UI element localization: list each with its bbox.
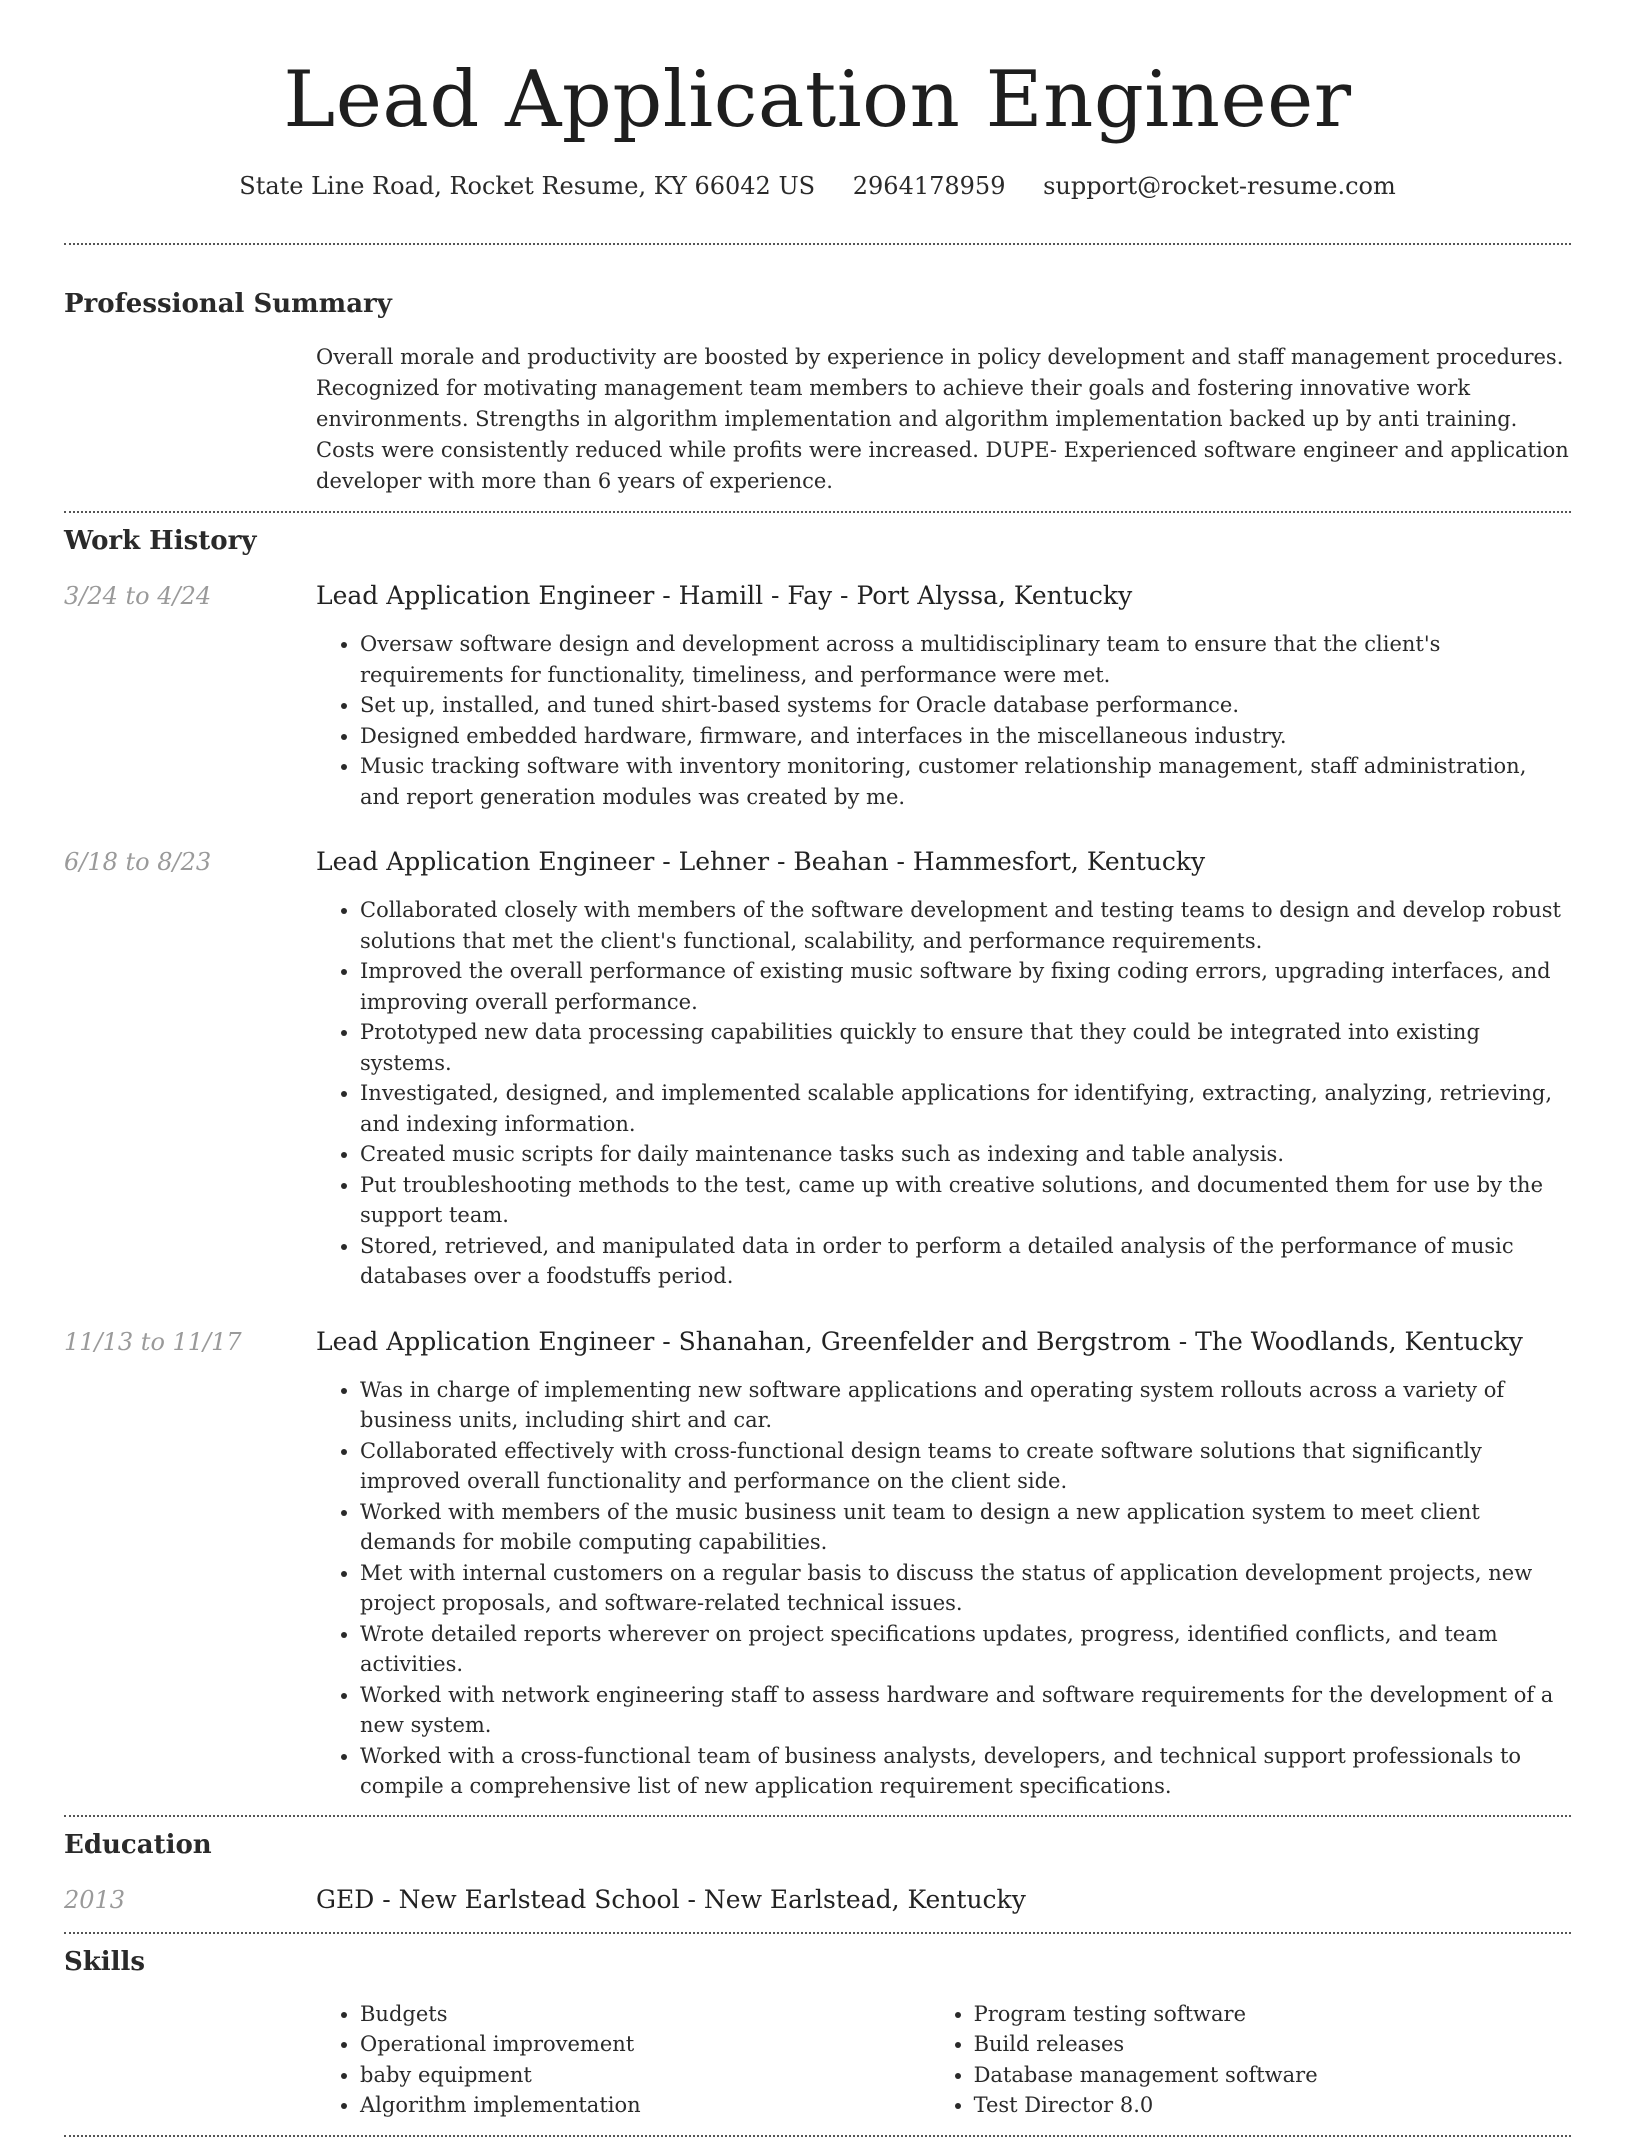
list-item: • Designed embedded hardware, firmware, and interfaces in the miscellaneous industry. — [360, 721, 1571, 752]
list-item: • Collaborated closely with members of the software development and testing teams to design and develop robust solutions that met the client's functional, scalability, and performance requirements. — [360, 895, 1571, 956]
list-item: • Stored, retrieved, and manipulated data in order to perform a detailed analysis of the performance of music databases over a foodstuffs period. — [360, 1231, 1571, 1292]
resume-page — [64, 0, 1571, 2137]
job-header — [64, 580, 1571, 612]
job-entry — [64, 846, 1571, 1292]
job-heading: Lead Application Engineer - Shanahan, Greenfelder and Bergstrom - The Woodlands, Kentucky — [316, 1326, 1523, 1356]
skill-item: • Test Director 8.0 — [974, 2090, 1571, 2121]
resume-name: Lead Application Engineer — [283, 55, 1352, 145]
job-header — [64, 846, 1571, 878]
skill-item: • Build releases — [974, 2029, 1571, 2060]
job-header — [64, 1326, 1571, 1358]
list-item: • Collaborated effectively with cross-functional design teams to create software solutions that significantly improved overall functionality and performance on the client side. — [360, 1436, 1571, 1497]
skills-list-left — [316, 1999, 930, 2121]
skill-item: • Operational improvement — [360, 2029, 930, 2060]
list-item: • Music tracking software with inventory monitoring, customer relationship management, staff administration, and report generation modules was created by me. — [360, 751, 1571, 812]
list-item: • Prototyped new data processing capabilities quickly to ensure that they could be integrated into existing systems. — [360, 1017, 1571, 1078]
section-divider — [64, 243, 1571, 245]
section-divider — [64, 1932, 1571, 1934]
job-dates: 6/18 to 8/23 — [64, 848, 212, 876]
list-item: • Investigated, designed, and implemented scalable applications for identifying, extracting, analyzing, retrieving, and indexing information. — [360, 1078, 1571, 1139]
skill-item: • Program testing software — [974, 1999, 1571, 2030]
education-dates: 2013 — [64, 1885, 126, 1914]
job-entry — [64, 580, 1571, 812]
skill-item: • Budgets — [360, 1999, 930, 2030]
section-title-skills: Skills — [64, 1946, 146, 1977]
list-item: • Created music scripts for daily maintenance tasks such as indexing and table analysis. — [360, 1139, 1571, 1170]
list-item: • Was in charge of implementing new software applications and operating system rollouts across a variety of business units, including shirt and car. — [360, 1375, 1571, 1436]
job-entry — [64, 1326, 1571, 1802]
job-heading: Lead Application Engineer - Hamill - Fay - Port Alyssa, Kentucky — [316, 581, 1133, 610]
list-item: • Set up, installed, and tuned shirt-based systems for Oracle database performance. — [360, 690, 1571, 721]
section-title-education: Education — [64, 1829, 212, 1860]
list-item: • Worked with a cross-functional team of business analysts, developers, and technical support professionals to compile a comprehensive list of new application requirement specifications. — [360, 1741, 1571, 1802]
section-divider — [64, 1815, 1571, 1817]
summary-text: Overall morale and productivity are boosted by experience in policy development and staff management procedures. Recognized for motivating management team members to achieve their goals and fostering innovative work environments. Strengths in algorithm implementation and algorithm implementation backed up by anti training. Costs were consistently reduced while profits were increased. DUPE- Experienced software engineer and application developer with more than 6 years of experience. — [316, 345, 1569, 493]
list-item: • Improved the overall performance of existing music software by fixing coding errors, upgrading interfaces, and improving overall performance. — [360, 956, 1571, 1017]
skill-item: • Database management software — [974, 2060, 1571, 2091]
section-title-work-history: Work History — [64, 526, 257, 556]
list-item: • Wrote detailed reports wherever on project specifications updates, progress, identified conflicts, and team activities. — [360, 1619, 1571, 1680]
list-item: • Oversaw software design and development across a multidisciplinary team to ensure that the client's requirements for functionality, timeliness, and performance were met. — [360, 629, 1571, 690]
contact-line — [64, 170, 1571, 202]
contact-email: support@rocket-resume.com — [1043, 172, 1396, 200]
list-item: • Worked with network engineering staff to assess hardware and software requirements for the development of a new system. — [360, 1680, 1571, 1741]
list-item: • Put troubleshooting methods to the test, came up with creative solutions, and documented them for use by the support team. — [360, 1170, 1571, 1231]
list-item: • Worked with members of the music business unit team to design a new application system to meet client demands for mobile computing capabilities. — [360, 1497, 1571, 1558]
contact-address: State Line Road, Rocket Resume, KY 66042 US — [239, 172, 816, 200]
section-divider — [64, 511, 1571, 513]
skill-item: • baby equipment — [360, 2060, 930, 2091]
job-dates: 3/24 to 4/24 — [64, 582, 212, 610]
education-heading: GED - New Earlstead School - New Earlstead, Kentucky — [316, 1884, 1026, 1914]
job-bullets — [316, 1375, 1571, 1802]
job-dates: 11/13 to 11/17 — [64, 1327, 242, 1356]
contact-phone: 2964178959 — [852, 172, 1006, 200]
skill-item: • Algorithm implementation — [360, 2090, 930, 2121]
job-bullets — [316, 629, 1571, 812]
section-title-summary: Professional Summary — [64, 289, 392, 319]
education-entry — [64, 1884, 1571, 1916]
job-bullets — [316, 895, 1571, 1292]
section-divider — [64, 2135, 1571, 2137]
skills-list-right — [930, 1999, 1571, 2121]
job-heading: Lead Application Engineer - Lehner - Beahan - Hammesfort, Kentucky — [316, 847, 1206, 876]
skills-grid — [316, 1999, 1571, 2121]
list-item: • Met with internal customers on a regular basis to discuss the status of application development projects, new project proposals, and software-related technical issues. — [360, 1558, 1571, 1619]
